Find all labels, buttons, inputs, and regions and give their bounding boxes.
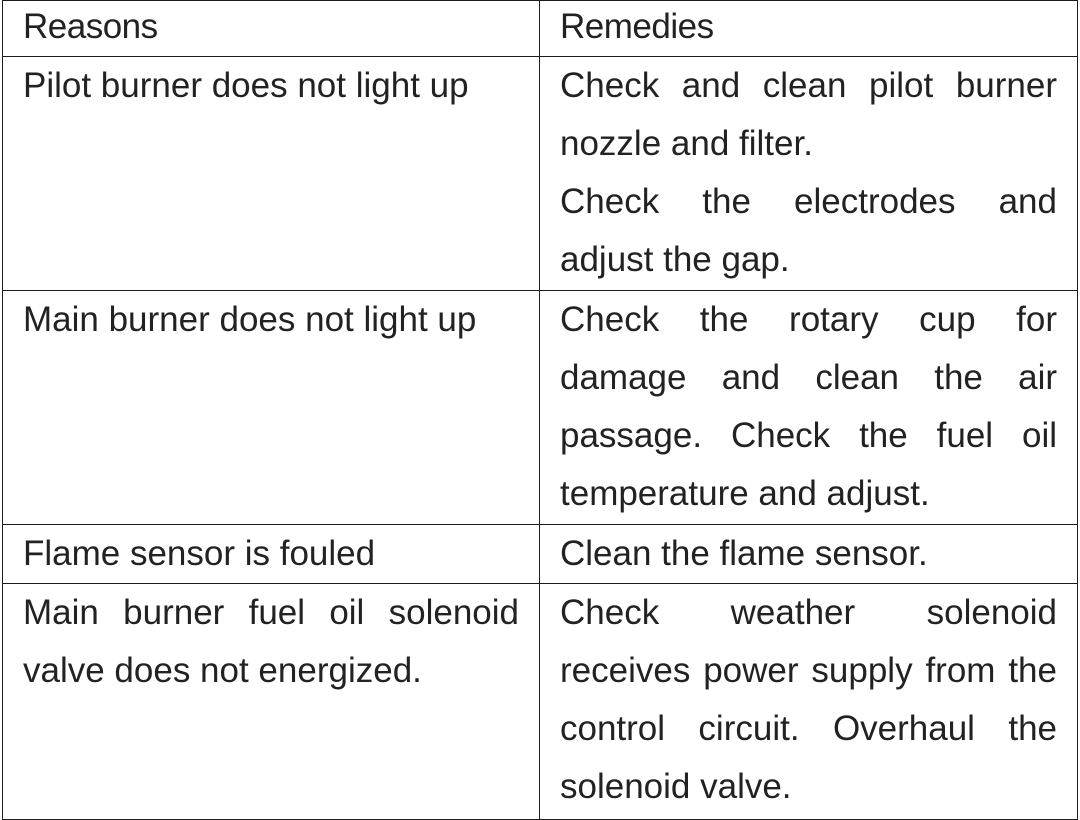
reason-cell: Flame sensor is fouled: [3, 525, 540, 584]
header-row: [3, 1, 1078, 57]
remedy-text: Check the electrodes and adjust the gap.: [560, 182, 1057, 279]
remedy-text: Check and clean pilot burner nozzle and filter.: [560, 66, 1057, 163]
remedy-text: Check weather solenoid receives power supply from the control circuit. Overhaul the solenoid valve.: [560, 593, 1057, 806]
remedy-text: Check the rotary cup for damage and clean the air passage. Check the fuel oil temperature and adjust.: [560, 300, 1057, 513]
table-row: [3, 525, 1078, 584]
reason-cell: Main burner fuel oil solenoid valve does not energized.: [3, 584, 540, 820]
troubleshooting-table: [2, 0, 1078, 820]
header-remedies: Remedies: [540, 1, 1078, 57]
reason-cell: Main burner does not light up: [3, 291, 540, 525]
remedy-text: Clean the flame sensor.: [560, 534, 928, 573]
remedy-cell: [540, 584, 1078, 820]
reason-cell: Pilot burner does not light up: [3, 57, 540, 291]
remedy-cell: [540, 291, 1078, 525]
remedy-cell: [540, 525, 1078, 584]
remedy-cell: [540, 57, 1078, 291]
header-reasons: Reasons: [3, 1, 540, 57]
table-row: [3, 584, 1078, 820]
table-row: [3, 57, 1078, 291]
table-row: [3, 291, 1078, 525]
